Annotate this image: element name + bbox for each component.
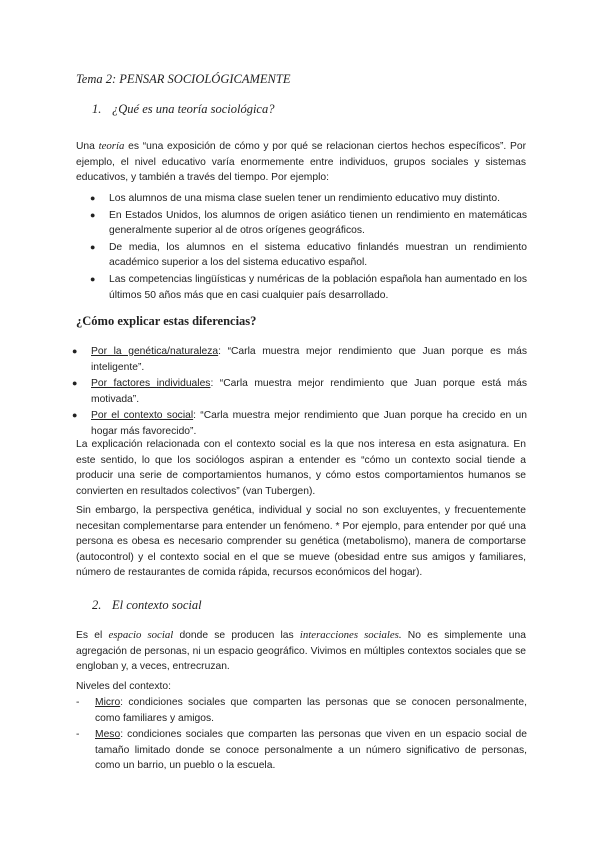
- list-item: [72, 376, 528, 407]
- dash-marker: -: [76, 697, 80, 708]
- social-context-paragraph: La explicación relacionada con el contexto social es la que nos interesa en esta asignatura. En este sentido, lo que los sociólogos aspiran a entender es “cómo un contexto social tiende a producir una serie de comportamientos humanos, y cómo estos comportamientos humanos se convierten en resultados colectivos” (van Tubergen).: [76, 439, 526, 497]
- intro-term-teoria: teoría: [98, 140, 125, 152]
- explanation-label-genetics: Por la genética/naturaleza: [91, 346, 219, 357]
- explanation-label-social: Por el contexto social: [91, 410, 194, 422]
- bullet-icon: ●: [90, 209, 96, 220]
- explanation-text: : “Carla muestra mejor rendimiento que Juan porque es más inteligente”.: [91, 346, 527, 373]
- level-label-meso: Meso: [95, 729, 121, 741]
- level-label-micro: Micro: [95, 697, 121, 708]
- section-2-heading: [92, 598, 202, 613]
- section-1-number: 1.: [92, 102, 102, 116]
- list-item: [76, 695, 527, 726]
- explanation-label-individual: Por factores individuales: [91, 378, 211, 390]
- section-2-title: El contexto social: [112, 598, 202, 612]
- explanations-list: [72, 344, 528, 441]
- bullet-icon: ●: [72, 346, 78, 356]
- social-space-mid: donde se producen las: [173, 630, 300, 641]
- levels-list: [76, 695, 527, 775]
- document-title: Tema 2: PENSAR SOCIOLÓGICAMENTE: [76, 72, 291, 86]
- level-text: : condiciones sociales que comparten las personas que se conocen personalmente, como familiares y amigos.: [95, 697, 527, 724]
- section-2-number: 2.: [92, 598, 102, 612]
- intro-pre: Una: [76, 141, 99, 152]
- section-1-heading: [92, 102, 274, 117]
- examples-list: [90, 191, 527, 304]
- explanation-text: : “Carla muestra mejor rendimiento que Juan porque ha crecido en un hogar más favorecido”.: [91, 410, 528, 437]
- list-item: [90, 272, 527, 303]
- bullet-icon: ●: [90, 193, 96, 203]
- list-item-text: De media, los alumnos en el sistema educativo finlandés muestran un rendimiento académico superior a los del sistema educativo español.: [109, 241, 527, 269]
- term-interacciones-sociales: interacciones sociales.: [299, 629, 402, 641]
- list-item-text: En Estados Unidos, los alumnos de origen asiático tienen un rendimiento en matemáticas generalmente superior al de otros orígenes geográficos.: [109, 209, 527, 237]
- explanation-text: : “Carla muestra mejor rendimiento que Juan porque está más motivada”.: [91, 378, 528, 405]
- bullet-icon: ●: [90, 273, 96, 284]
- list-item: [72, 408, 528, 439]
- theory-definition-paragraph: [76, 139, 526, 186]
- list-item: [72, 344, 527, 375]
- list-item-text: Los alumnos de una misma clase suelen tener un rendimiento educativo muy distinto.: [109, 193, 500, 204]
- list-item: [90, 191, 527, 207]
- levels-title: Niveles del contexto:: [76, 681, 172, 692]
- intro-post: es “una exposición de cómo y por qué se relacionan ciertos hechos específicos”. Por ejemplo, el nivel educativo varía enormemente entre individuos, grupos sociales y sistemas educativos, y también a través del tiempo. Por ejemplo:: [76, 141, 526, 184]
- bullet-icon: ●: [90, 241, 96, 252]
- level-text: : condiciones sociales que comparten las personas que viven en un espacio social de tamaño limitado donde se conoce personalmente a un número significativo de personas, como un barrio, un pueblo o la escuela.: [95, 729, 527, 772]
- perspectives-paragraph: Sin embargo, la perspectiva genética, individual y social no son excluyentes, y frecuentemente necesitan complementarse para entender un fenómeno. * Por ejemplo, para entender por qué una persona es obesa es necesario comprender su genética (metabolismo), manera de comportarse (autocontrol) y el contexto social en el que se mueve (obesidad entre sus amigos y familiares, número de restaurantes de comida rápida, recursos económicos del hogar).: [76, 505, 526, 579]
- list-item-text: Las competencias lingüísticas y numéricas de la población española han aumentado en los últimos 50 años más que en casi cualquier país desarrollado.: [109, 273, 527, 301]
- social-space-post: No es simplemente una agregación de personas, ni un espacio geográfico. Vivimos en múltiples contextos sociales que se engloban y, a veces, entrecruzan.: [76, 630, 526, 673]
- bullet-icon: ●: [72, 410, 78, 421]
- term-espacio-social: espacio social: [108, 629, 174, 641]
- section-1-title: ¿Qué es una teoría sociológica?: [112, 102, 275, 116]
- bullet-icon: ●: [72, 378, 78, 389]
- list-item: [90, 240, 527, 271]
- list-item: [90, 208, 527, 239]
- list-item: [76, 727, 527, 774]
- social-space-paragraph: [76, 628, 526, 675]
- question-heading: ¿Cómo explicar estas diferencias?: [76, 314, 257, 328]
- dash-marker: -: [76, 729, 80, 741]
- social-space-pre: Es el: [76, 630, 109, 641]
